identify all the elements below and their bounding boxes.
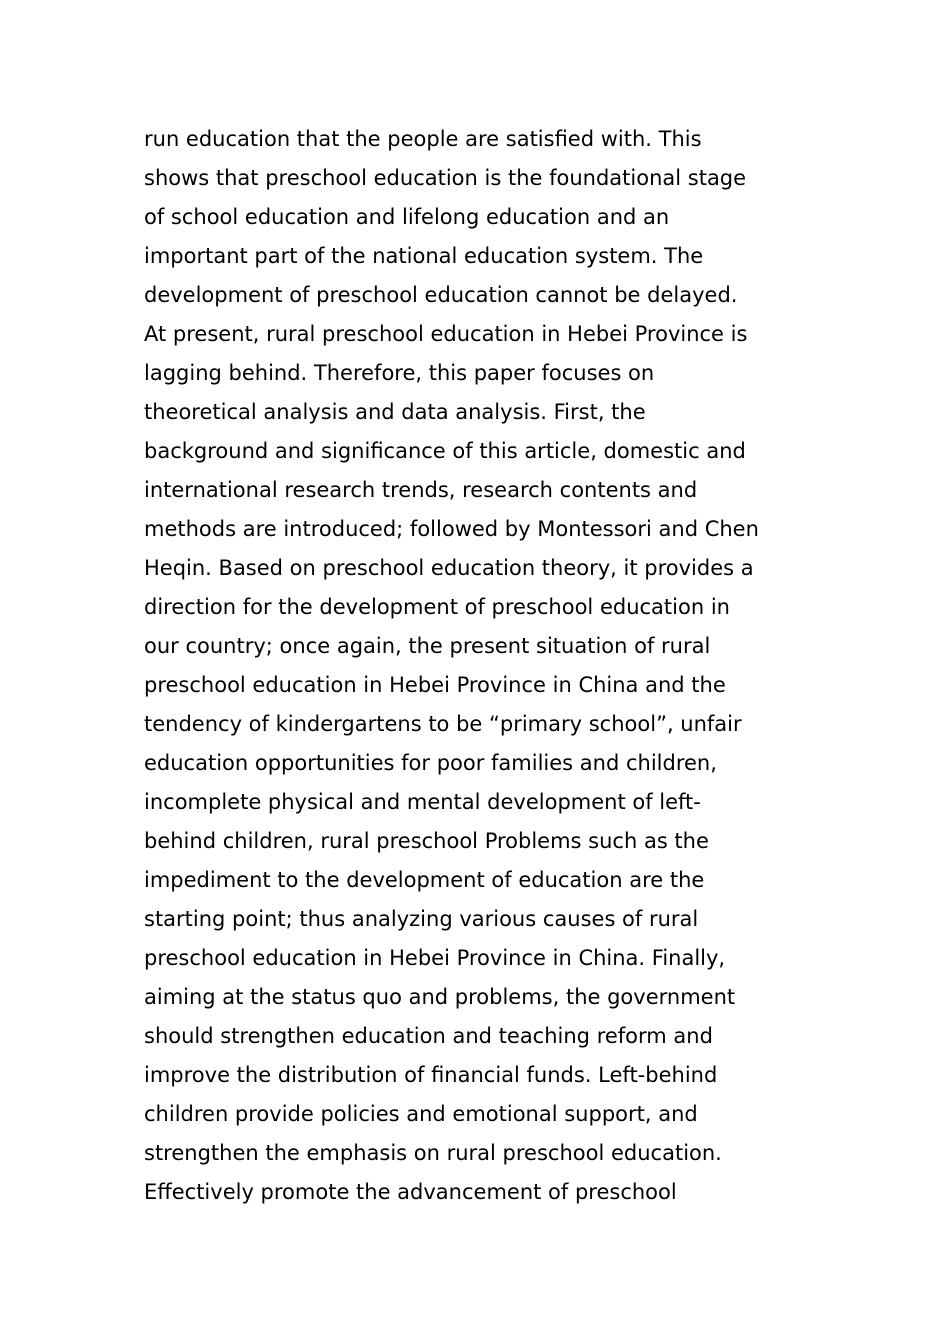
text-line: incomplete physical and mental development of left- [144, 790, 701, 814]
text-line: run education that the people are satisfied with. This [144, 127, 702, 151]
text-line: Heqin. Based on preschool education theory, it provides a [144, 556, 754, 580]
text-line: education opportunities for poor families and children, [144, 751, 717, 775]
text-line: children provide policies and emotional support, and [144, 1102, 698, 1126]
text-line: At present, rural preschool education in Hebei Province is [144, 322, 748, 346]
text-line: impediment to the development of education are the [144, 868, 705, 892]
text-line: important part of the national education system. The [144, 244, 704, 268]
text-line: international research trends, research contents and [144, 478, 698, 502]
text-line: of school education and lifelong education and an [144, 205, 670, 229]
text-line: preschool education in Hebei Province in China. Finally, [144, 946, 726, 970]
text-line: background and significance of this article, domestic and [144, 439, 746, 463]
text-line: development of preschool education cannot be delayed. [144, 283, 738, 307]
text-line: starting point; thus analyzing various causes of rural [144, 907, 699, 931]
body-paragraph [144, 120, 824, 1212]
text-line: methods are introduced; followed by Montessori and Chen [144, 517, 759, 541]
text-line: theoretical analysis and data analysis. First, the [144, 400, 646, 424]
text-line: should strengthen education and teaching reform and [144, 1024, 713, 1048]
text-line: aiming at the status quo and problems, the government [144, 985, 736, 1009]
text-line: tendency of kindergartens to be “primary school”, unfair [144, 712, 742, 736]
text-line: shows that preschool education is the foundational stage [144, 166, 747, 190]
text-line: lagging behind. Therefore, this paper focuses on [144, 361, 655, 385]
text-line: direction for the development of preschool education in [144, 595, 730, 619]
text-line: Effectively promote the advancement of preschool [144, 1180, 677, 1204]
text-line: improve the distribution of financial funds. Left-behind [144, 1063, 718, 1087]
text-line: strengthen the emphasis on rural preschool education. [144, 1141, 722, 1165]
text-line: our country; once again, the present situation of rural [144, 634, 711, 658]
text-line: behind children, rural preschool Problems such as the [144, 829, 709, 853]
text-line: preschool education in Hebei Province in China and the [144, 673, 726, 697]
